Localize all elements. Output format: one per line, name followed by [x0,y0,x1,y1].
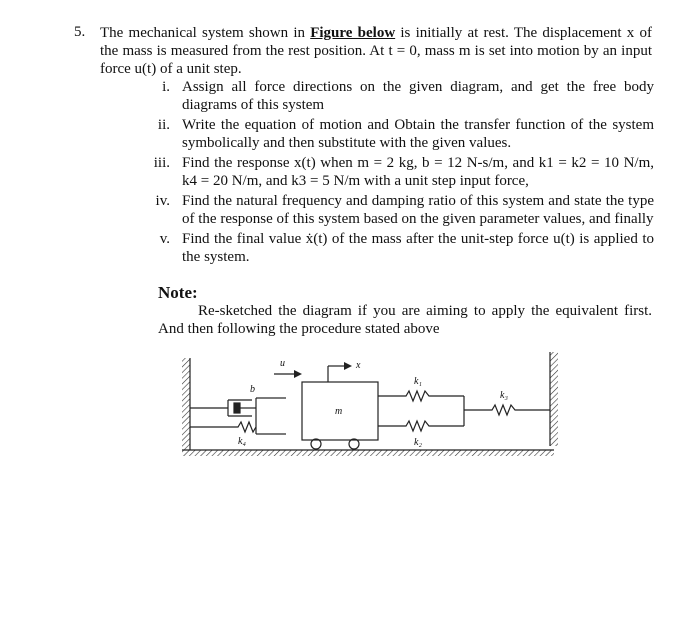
note-title: Note: [158,283,198,302]
task-number: i. [162,79,170,95]
task-list [154,78,654,268]
label-u: u [280,358,285,369]
right-wall-hatch [550,352,558,446]
label-m: m [335,406,343,417]
task-text: Find the natural frequency and damping ratio of this system and state the type of the response of this system based on the given parameter values, and finally [182,193,654,227]
task-item [154,78,654,114]
task-number: iv. [155,193,170,209]
task-item [154,192,654,228]
label-x: x [356,360,361,371]
task-text: Write the equation of motion and Obtain the transfer function of the system symbolically and then substitute with the given values. [182,117,654,151]
ground-hatch [182,450,554,456]
task-number: v. [159,231,170,247]
left-wall-hatch [182,358,190,450]
task-number: iii. [153,155,170,171]
task-text: Find the response x(t) when m = 2 kg, b = 12 N-s/m, and k1 = k2 = 10 N/m, k4 = 20 N/m, and k3 = 5 N/m with a unit step input force, [182,155,654,189]
intro-text-2: is initially at rest. The displacement x of the mass is measured from the rest position. At t = 0, mass m is set into motion by an input force u(t) of a unit step. [100,25,652,77]
intro-text-1: The mechanical system shown in [100,25,311,41]
question-number: 5. [74,24,86,40]
spring-k3 [488,405,520,415]
figure-reference: Figure below [310,25,396,41]
question-intro [100,24,652,78]
label-b: b [250,384,255,395]
spring-k1 [402,391,434,401]
note-text: Re-sketched the diagram if you are aiming to apply the equivalent first. And then following the procedure stated above [158,303,652,337]
label-k1: k₁ [414,376,422,387]
task-text: Find the final value ẋ(t) of the mass after the unit-step force u(t) is applied to the system. [182,231,654,265]
label-k2: k₂ [414,437,422,448]
task-text: Assign all force directions on the given diagram, and get the free body diagrams of this system [182,79,654,113]
spring-k2 [402,421,434,431]
task-item [154,230,654,266]
mechanical-system-diagram [178,348,572,466]
damper-b [228,400,256,416]
task-number: ii. [157,117,170,133]
label-k3: k₃ [500,390,508,401]
spring-k4 [234,422,256,432]
task-item [154,154,654,190]
task-item [154,116,654,152]
label-k4: k₄ [238,436,246,447]
